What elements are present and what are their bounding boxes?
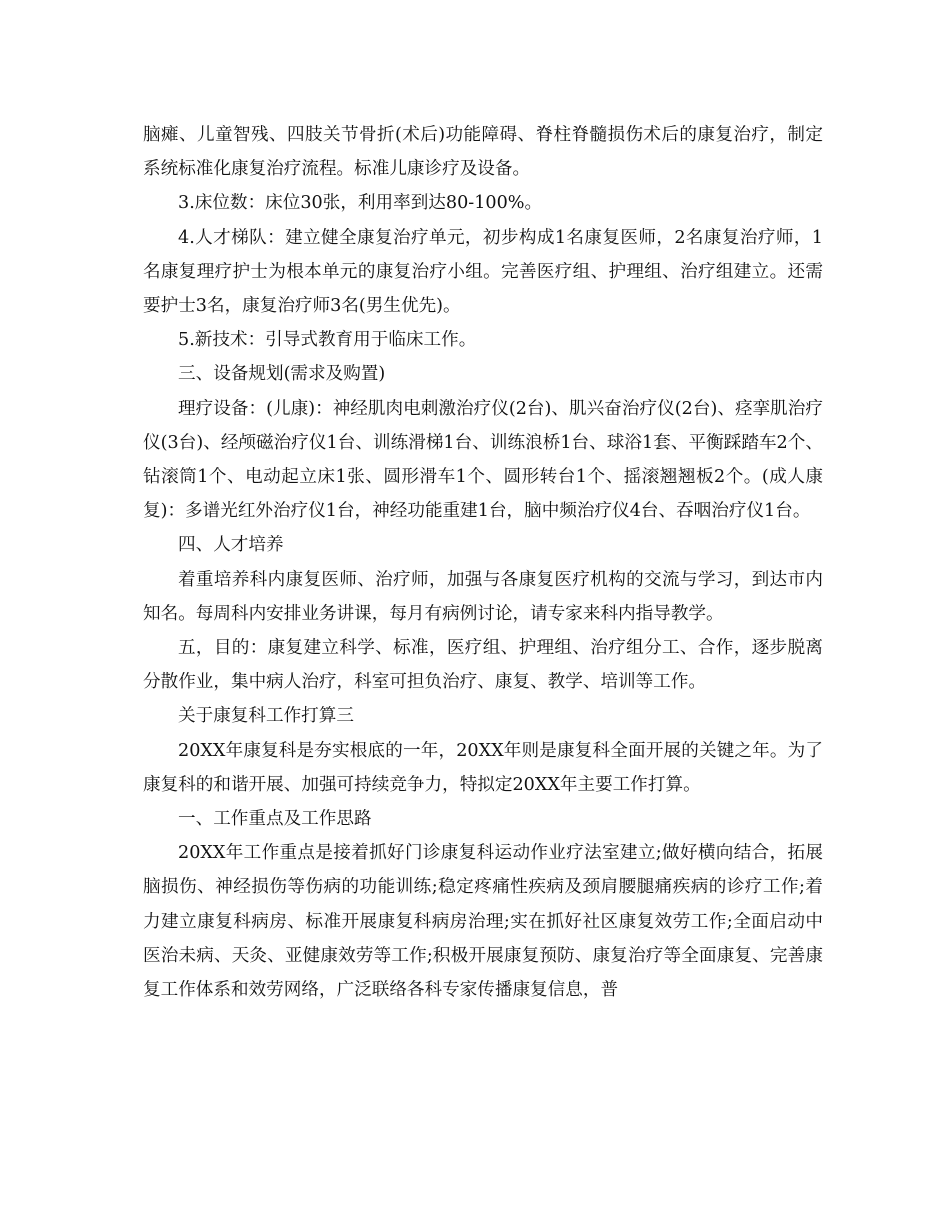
- document-body: [143, 118, 823, 1007]
- paragraph-talent-team: 4.人才梯队：建立健全康复治疗单元，初步构成1名康复医师，2名康复治疗师，1名康复理疗护士为根本单元的康复治疗小组。完善医疗组、护理组、治疗组建立。还需要护士3名，康复治疗师3名(男生优先)。: [143, 227, 823, 317]
- heading-equipment-planning: 三、设备规划(需求及购置): [178, 364, 386, 385]
- heading-work-focus: 一、工作重点及工作思路: [178, 809, 372, 830]
- section-title-plan-three: 关于康复科工作打算三: [178, 706, 354, 727]
- paragraph-new-technology: 5.新技术：引导式教育用于临床工作。: [178, 330, 477, 351]
- paragraph-bed-count: 3.床位数：床位30张，利用率到达80-100%。: [178, 193, 543, 214]
- paragraph-objectives: 五，目的：康复建立科学、标准，医疗组、护理组、治疗组分工、合作，逐步脱离分散作业，集中病人治疗，科室可担负治疗、康复、教学、培训等工作。: [143, 638, 823, 693]
- paragraph-training-focus: 着重培养科内康复医师、治疗师，加强与各康复医疗机构的交流与学习，到达市内知名。每周科内安排业务讲课，每月有病例讨论，请专家来科内指导教学。: [143, 569, 823, 624]
- paragraph-physiotherapy-equipment: 理疗设备：(儿康)：神经肌肉电刺激治疗仪(2台)、肌兴奋治疗仪(2台)、痉挛肌治疗仪(3台)、经颅磁治疗仪1台、训练滑梯1台、训练浪桥1台、球浴1套、平衡踩踏车2个、钻滚筒1个、电动起立床1张、圆形滑车1个、圆形转台1个、摇滚翘翘板2个。(成人康复)：多谱光红外治疗仪1台，神经功能重建1台，脑中频治疗仪4台、吞咽治疗仪1台。: [143, 398, 823, 522]
- heading-talent-training: 四、人才培养: [178, 535, 284, 556]
- paragraph-work-focus-detail: 20XX年工作重点是接着抓好门诊康复科运动作业疗法室建立;做好横向结合，拓展脑损伤、神经损伤等伤病的功能训练;稳定疼痛性疾病及颈肩腰腿痛疾病的诊疗工作;着力建立康复科病房、标准开展康复科病房治理;实在抓好社区康复效劳工作;全面启动中医治未病、天灸、亚健康效劳等工作;积极开展康复预防、康复治疗等全面康复、完善康复工作体系和效劳网络，广泛联络各科专家传播康复信息，普: [143, 843, 823, 1001]
- paragraph-year-intro: 20XX年康复科是夯实根底的一年，20XX年则是康复科全面开展的关键之年。为了康复科的和谐开展、加强可持续竞争力，特拟定20XX年主要工作打算。: [143, 740, 823, 795]
- paragraph-continuation: 脑瘫、儿童智残、四肢关节骨折(术后)功能障碍、脊柱脊髓损伤术后的康复治疗，制定系统标准化康复治疗流程。标准儿康诊疗及设备。: [143, 125, 823, 180]
